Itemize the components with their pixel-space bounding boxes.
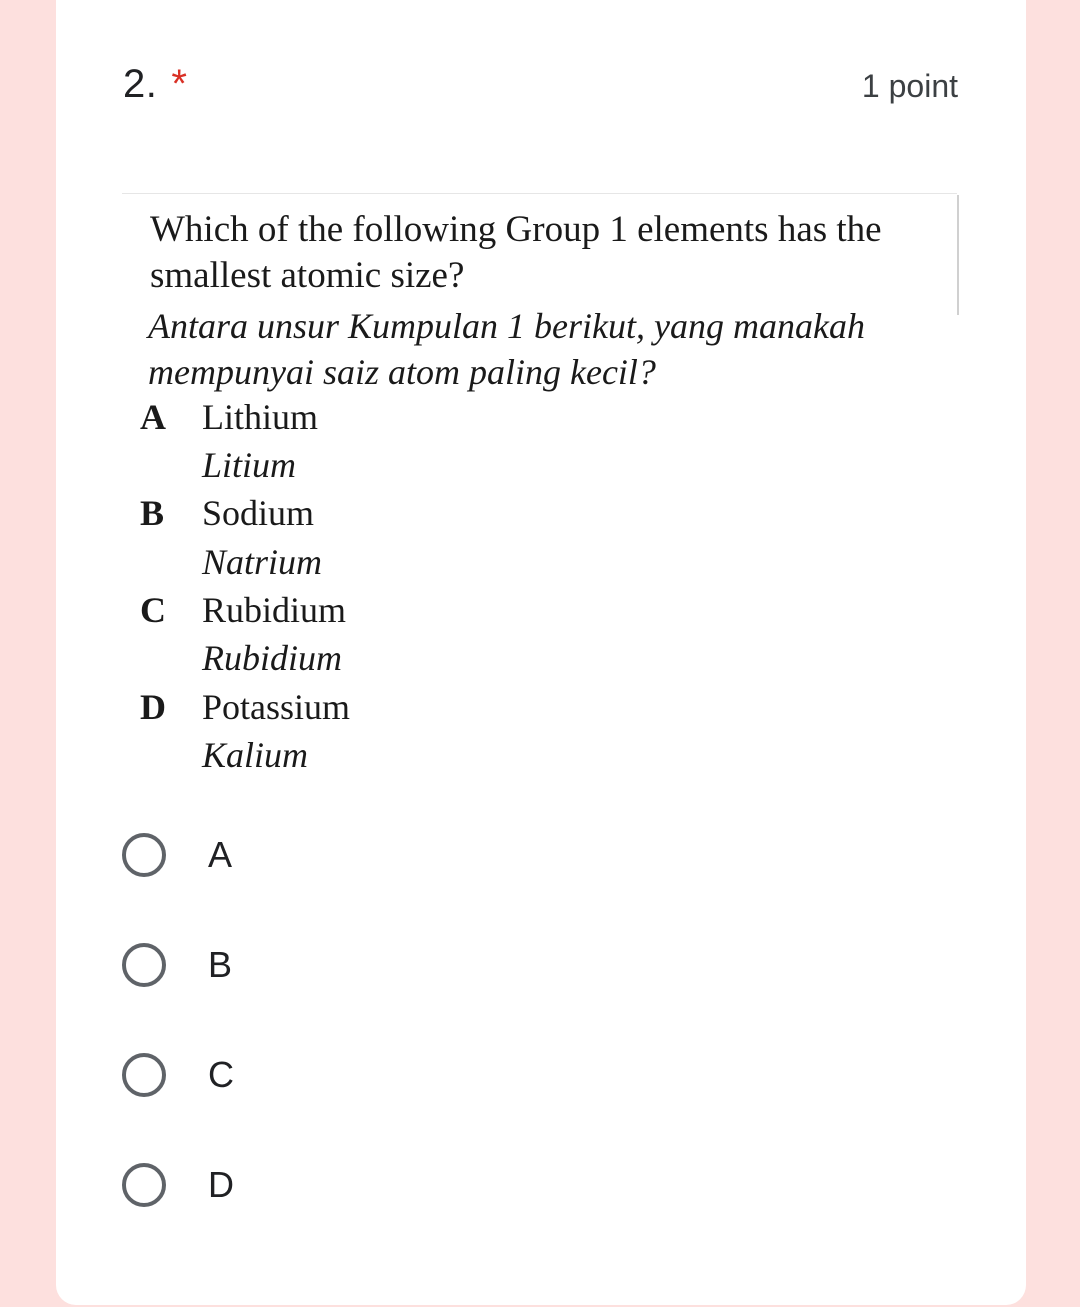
question-points: 1 point — [861, 68, 958, 104]
image-option-b — [140, 493, 314, 533]
radio-button-b[interactable] — [122, 943, 166, 987]
image-option-english: Potassium — [202, 687, 351, 727]
image-option-letter: B — [140, 493, 165, 533]
radio-button-c[interactable] — [122, 1053, 166, 1097]
image-top-rule — [122, 193, 957, 194]
image-option-d — [140, 687, 350, 727]
question-image — [122, 193, 962, 803]
image-option-letter: D — [140, 687, 166, 727]
question-stem-malay: Antara unsur Kumpulan 1 berikut, yang manakah mempunyai saiz atom paling kecil? — [148, 306, 865, 392]
image-option-d-malay: Kalium — [202, 735, 309, 775]
choice-label-a: A — [208, 834, 233, 875]
image-option-c — [140, 590, 346, 630]
choice-label-b: B — [208, 944, 233, 985]
choice-b[interactable] — [122, 937, 232, 993]
choice-label-d: D — [208, 1164, 234, 1205]
image-option-b-malay: Natrium — [202, 542, 323, 582]
radio-button-a[interactable] — [122, 833, 166, 877]
image-option-a — [140, 397, 318, 437]
choice-d[interactable] — [122, 1157, 234, 1213]
image-option-c-malay: Rubidium — [202, 638, 342, 678]
question-stem-english: Which of the following Group 1 elements has the smallest atomic size? — [150, 209, 882, 296]
required-marker: * — [171, 62, 188, 106]
radio-button-d[interactable] — [122, 1163, 166, 1207]
image-option-english: Sodium — [202, 493, 315, 533]
choice-a[interactable] — [122, 827, 232, 883]
choice-c[interactable] — [122, 1047, 234, 1103]
image-option-letter: C — [140, 590, 166, 630]
choice-label-c: C — [208, 1054, 234, 1095]
image-option-english: Lithium — [202, 397, 318, 437]
question-header — [123, 62, 187, 107]
image-right-rule — [957, 195, 959, 315]
image-option-english: Rubidium — [202, 590, 347, 630]
image-option-letter: A — [140, 397, 166, 437]
image-option-a-malay: Litium — [202, 445, 297, 485]
question-number: 2. — [123, 62, 158, 106]
